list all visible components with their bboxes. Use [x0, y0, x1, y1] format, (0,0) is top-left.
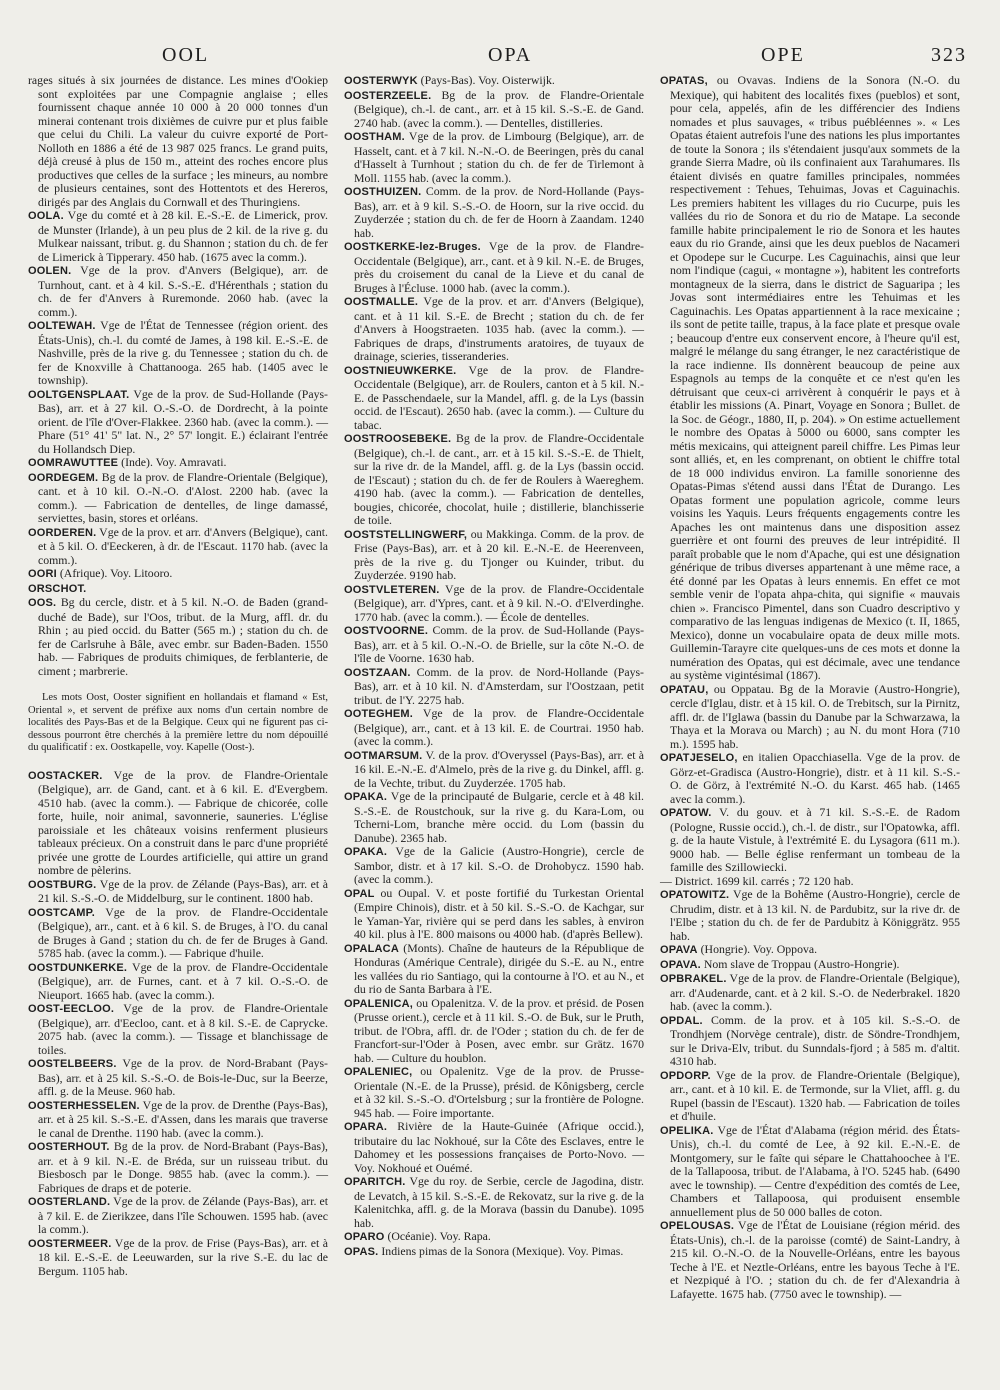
dictionary-entry — [28, 878, 328, 906]
entry-text: rages situés à six journées de distance. Les mines d'Ookiep sont exploitées par une Compagnie anglaise ; elles fournissent chaque année 10 000 à 20 000 tonnes d'un minerai contenant trois dixièmes de cuivre pur et plus faible que celui du Chili. La valeur du cuivre exporté de Port-Nolloth en 1886 a été de 13 987 025 francs. Le grand puits, déjà creusé à plus de 150 m., atteint des roches encore plus productives que celles de la surface ; les mineurs, au nombre de plusieurs centaines, sont des Hottentots et des Hereros, dirigés par des Anglais du Cornwall et des Thuringiens. — [28, 73, 328, 209]
entry-text: Vge de la prov. et arr. d'Anvers (Belgique), cant. et à 11 kil. S.-E. de Brecht ; station du ch. de fer d'Anvers à Hoogstraeten. 1035 hab. (avec la comm.). — Fabriques de draps, d'instruments aratoires, de tuyaux de drainage, scieries, tisseranderies. — [354, 294, 644, 363]
entry-text: Vge de la prov. de Flandre-Orientale (Belgique), arr., cant. et à 10 kil. E. de Termonde, sur la Vliet, affl. g. du Rupel (bassin de l'Escaut). 1320 hab. — Fabrication de toiles et d'huile. — [670, 1067, 960, 1123]
entry-text: Vge de la prov. de Flandre-Orientale (Belgique), arr. d'Eecloo, cant. et à 8 kil. S.-E. de Caprycke. 2075 hab. (avec la comm.). — Tissage et blanchissage de toiles. — [38, 1001, 328, 1057]
dictionary-entry — [660, 751, 960, 806]
entry-text: (Pays-Bas). Voy. Oisterwijk. — [420, 73, 555, 87]
entry-headword: OOLA. — [28, 210, 64, 222]
dictionary-entry — [344, 528, 644, 583]
dictionary-entry — [344, 1175, 644, 1230]
entry-text: Vge de la prov. de Flandre-Orientale (Belgique), arr. d'Audenarde, cant. et à 2 kil. S.-O. de Nederbrakel. 1820 hab. (avec la comm.). — [670, 971, 960, 1013]
entry-text: Vge de l'État d'Alabama (région mérid. des États-Unis), ch.-l. du comté de Lee, à 92 kil. E.-N.-E. de Montgomery, sur le faîte qui sépare le Chattahoochee à l'E. de la Tallapoosa, tribut. de l'Alabama, à l'O. 5245 hab. (6490 avec le township). — Centre d'expédition des comtés de Lee, Chambers et Tallapoosa, qui produisent ensemble annuellement plus de 50 000 balles de coton. — [670, 1122, 960, 1219]
dictionary-entry — [344, 240, 644, 295]
entry-text: Vge de la prov. d'Anvers (Belgique), arr. de Turnhout, cant. et à 4 kil. S.-S.-E. d'Hérenthals ; station du ch. de fer d'Anvers à Ruremonde. 2060 hab. (avec la comm.). — [38, 263, 328, 319]
entry-headword: OPATOW. — [660, 807, 712, 819]
entry-text: ou Oppatau. Bg de la Moravie (Austro-Hongrie), cercle d'Iglau, distr. et à 15 kil. O. de Trebitsch, sur la Pirnitz, affl. dr. de l'Iglawa (bassin du Danube par la Schwarzawa, la Thaya et la Morava ou March) ; au N. du mont Hora (710 m.). 1595 hab. — [670, 681, 960, 751]
entry-headword: OOLTGENSPLAAT. — [28, 388, 130, 401]
entry-text: Comm. de la prov. de Nord-Hollande (Pays-Bas), arr. et à 10 kil. N. d'Amsterdam, sur l'Oostzaan, petit tribut. de l'Y. 2275 hab. — [354, 664, 644, 707]
entry-text: Vge de la prov. de Flandre-Occidentale (Belgique), arr., cant. et à 13 kil. E. de Courtrai. 1950 hab. (avec la comm.). — [354, 706, 644, 748]
entry-text: Bg du cercle, distr. et à 5 kil. N.-O. de Baden (grand-duché de Bade), sur l'Oos, tribut. de la Murg, affl. dr. du Rhin ; au pied occid. du Batter (565 m.) ; station du ch. de fer de Carlsruhe à Bâle, avec embr. sur Baden-Baden. 1550 hab. — Fabriques de produits chimiques, de ferblanterie, de ciment ; marbrerie. — [38, 595, 329, 678]
dictionary-entry — [344, 707, 644, 749]
dictionary-entry — [28, 1099, 328, 1141]
entry-headword: OPALENIEC, — [344, 1066, 413, 1078]
dictionary-entry — [344, 1120, 644, 1175]
dictionary-entry — [660, 943, 960, 958]
entry-headword: OORI — [28, 568, 57, 580]
entry-headword: OOSTERMEER. — [28, 1237, 112, 1250]
entry-headword: OPAKA. — [344, 791, 388, 803]
entry-text: Vge de la Galicie (Austro-Hongrie), cercle de Sambor, distr. et à 17 kil. S.-O. de Drohobycz. 1590 hab. (avec la comm.). — [354, 844, 644, 886]
entry-headword: OOSTERHOUT. — [28, 1141, 110, 1153]
footnote-oost-prefix: Les mots Oost, Ooster signifient en hollandais et flamand « Est, Oriental », et servent de préfixe aux noms d'un certain nombre de localités des Pays-Bas et de la Belgique. Ceux qui ne figurent pas ci-dessous pourront être cherchés à la première lettre du nom dépouillé du qualificatif : ex. Oostkapelle, voy. Kapelle (Oost-). — [28, 692, 328, 753]
dictionary-entry — [28, 209, 328, 264]
entry-text: Vge de l'État de Tennessee (région orient. des États-Unis), ch.-l. du comté de James, à 198 kil. E.-S.-E. de Nashville, près de la rive g. du Tennessee ; station du ch. de fer de Knoxville à Chattanooga. 265 hab. (1405 avec le township). — [38, 318, 328, 387]
entry-headword: OOSTDUNKERKE. — [28, 961, 128, 974]
dictionary-entry — [344, 845, 644, 887]
entry-headword: OPELOUSAS. — [660, 1220, 735, 1232]
entry-text: (Inde). Voy. Amravati. — [121, 455, 227, 469]
dictionary-entry — [344, 666, 644, 708]
dictionary-entry — [344, 749, 644, 791]
entry-text: Vge de la prov. de Sud-Hollande (Pays-Bas), arr. et à 27 kil. O.-S.-O. de Dordrecht, à la pointe orient. de l'île d'Over-Flakkee. 2360 hab. (avec la comm.). — Phare (51° 41' 5" lat. N., 2° 57' longit. E.) éclairant l'entrée du Hollandsch Diep. — [38, 386, 328, 456]
column-2 — [344, 74, 644, 1301]
entry-headword: OOTEGHEM. — [344, 708, 414, 720]
entry-text: Vge de la prov. de Frise (Pays-Bas), arr. et à 18 kil. E.-S.-E. de Leeuwarden, sur la rive S.-E. du lac de Bergum. 1105 hab. — [38, 1235, 328, 1278]
entry-headword: OOSTHUIZEN. — [344, 186, 422, 198]
entry-text: Vge de la prov. et arr. d'Anvers (Belgique), cant. et à 5 kil. O. d'Eeckeren, à dr. de l'Escaut. 1170 hab. (avec la comm.). — [38, 524, 328, 567]
entry-headword: OPARO — [344, 1231, 385, 1243]
dictionary-entry — [28, 74, 328, 209]
entry-text: Vge de la Bohême (Austro-Hongrie), cercle de Chrudim, distr. et à 13 kil. N. de Pardubitz, sur la rive dr. de l'Elbe ; station du ch. de fer de Pardubitz à Königgrätz. 955 hab. — [670, 887, 960, 943]
column-3 — [660, 74, 960, 1301]
entry-headword: OPDORP. — [660, 1069, 711, 1082]
entry-text: (Océanie). Voy. Rapa. — [387, 1229, 491, 1243]
entry-text: Indiens pimas de la Sonora (Mexique). Voy. Pimas. — [381, 1243, 624, 1258]
entry-text: Bg de la prov. de Flandre-Orientale (Belgique), cant. et à 10 kil. O.-N.-O. d'Alost. 2200 hab. (avec la comm.). — Fabrication de dentelles, de linge damassé, serviettes, basin, stores et orléans. — [38, 469, 328, 525]
header-right-guide-word: OPE — [761, 44, 805, 66]
dictionary-entry — [344, 432, 644, 528]
dictionary-entry — [28, 596, 328, 678]
entry-text: ou Oupal. V. et poste fortifié du Turkestan Oriental (Empire Chinois), distr. et à 50 kil. S.-S.-O. de Kachgar, sur le Yaman-Yar, rivière qui se perd dans les sables, à environ 40 kil. plus à l'E. 800 maisons ou 4000 hab. (d'après Bellew). — [354, 885, 644, 941]
entry-headword: OOSTERWYK — [344, 75, 418, 87]
dictionary-entry — [28, 1002, 328, 1057]
entry-headword: OPALACA — [344, 942, 399, 955]
dictionary-entry — [660, 875, 960, 889]
entry-text: V. du gouv. et à 71 kil. S.-S.-E. de Radom (Pologne, Russie occid.), ch.-l. de distr., sur l'Opatowka, affl. g. de la haute Vistule, à l'extrémité E. du Lysagora (611 m.). 9000 hab. — Belle église renfermant un tombeau de la famille des Szillowiecki. — [670, 805, 960, 874]
entry-headword: OOSTKERKE-lez-Bruges. — [344, 241, 481, 253]
entry-headword: OOSTCAMP. — [28, 906, 95, 919]
entry-text: Vge de la prov. de Zélande (Pays-Bas), arr. et à 21 kil. S.-S.-O. de Middelburg, sur le continent. 1800 hab. — [38, 876, 328, 905]
entry-headword: OOSTELBEERS. — [28, 1058, 117, 1070]
entry-text: ou Ovavas. Indiens de la Sonora (N.-O. du Mexique), qui habitent des localités fixes (pueblos) et sont, pour cela, appelés, afin de les différencier des Indiens nomades et plus sauvages, « tribus puébléennes ». « Les Opatas étaient autrefois l'une des nations les plus importantes de toute la Sonora ; ils s'étendaient jusqu'aux sommets de la grande Sierra Madre, où ils confinaient aux Tarahumares. Ils étaient divisés en quatre familles principales, nommées respectivement : Tehues, Tehuimas, Jovas et Caguinachis. Les premiers habitent les villages du rio Cucurpe, puis les vallées du rio de Sonora et du rio de Matape. La seconde famille habite principalement le rio de Sonora et les hautes eaux du rio Grande, ainsi que les deux pueblos de Nacameri et Opodepe sur le Cucurpe. Les Caguinachis, ainsi que leur nom l'indique (cagui, « montagne »), habitent les contreforts montagneux de la sierra, dans le district de Saguaripa ; les Jovas sont intermédiaires entre les Tehuimas et les Caguinachis. Les Opatas appartiennent à la race mexicaine ; ils sont de petite taille, trapus, à la face plate et presque ovale ; beaucoup d'entre eux conservent encore, à l'heure qu'il est, malgré le mélange du sang étranger, le nez caractéristique de la race indienne. Ils donnèrent beaucoup de peine aux Espagnols au temps de la conquête et ce n'est qu'en les détruisant que ceux-ci arrivèrent à conquérir le pays et à établir les missions (A. Pinart, Voyage en Sonora ; Bullet. de la Soc. de Géogr., 1880, II, p. 204). » On estime actuellement le nombre des Opatas à 5000 ou 6000, sans compter les métis mexicains, qui atteignent pareil chiffre. Les Pimas leur sont alliés, et, en les comprenant, on obtient le chiffre total de 18 000 individus environ. La famille sonorienne des Opatas-Pimas s'étend aussi dans l'État de Durango. Les Opatas forment une population agricole, comme leurs voisins les Yaquis. Leurs fréquents engagements contre les Apaches les ont maintenus dans une disposition assez guerrière et ont fourni des preuves de leur intrépidité. Il paraît probable que le nom d'Apache, qui est une désignation générique de tribus diverses appartenant à une même race, a été donné par les Opatas à leurs ennemis. En effet ce mot semble venir de l'opata ahpa-chita, qui signifie « mauvais chien ». Francisco Pimentel, dans son Cuadro descriptivo y comparativo de las lenguas indigenas de Mexico (t. II, 1865, Mexico), donne un vocabulaire opata de deux mille mots. Guillemin-Tarayre cite quelques-uns de ces mots et donne la numération des Opatas, qui est décimale, avec une tendance au système vigintésimal (1867). — [670, 73, 960, 682]
entry-headword: OOST-EECLOO. — [28, 1003, 115, 1015]
entry-headword: OOSTROOSEBEKE. — [344, 433, 452, 445]
entry-headword: OORDEGEM. — [28, 471, 99, 484]
entry-headword: OOSTERLAND. — [28, 1196, 111, 1208]
dictionary-entry — [660, 683, 960, 752]
dictionary-entry — [344, 624, 644, 666]
entry-text: Nom slave de Troppau (Austro-Hongrie). — [703, 956, 900, 971]
entry-text: en italien Opacchiasella. Vge de la prov. de Görz-et-Gradisca (Austro-Hongrie), distr. et à 11 kil. S.-S.-O. de Görz, à l'extrémité N.-O. du Karst. 465 hab. (1465 avec la comm.). — [670, 750, 960, 806]
entry-headword: OOMRAWUTTEE — [28, 457, 119, 469]
entry-text: ou Opalenitz. Vge de la prov. de Prusse-Orientale (N.-E. de la Prusse), présid. de Kônigsberg, cercle et à 32 kil. S.-S.-O. d'Ortelsburg ; sur la frontière de Pologne. 945 hab. — Foire importante. — [354, 1064, 644, 1120]
dictionary-entry — [344, 790, 644, 845]
entry-headword: OOSTHAM. — [344, 131, 405, 143]
entry-text: Vge de la prov. de Flandre-Occidentale (Belgique), arr. de Roulers, canton et à 5 kil. N.-E. de Passchendaele, sur la Mandel, affl. g. de la Lys (bassin occid. de l'Escaut). 2650 hab. (avec la comm.). — Culture du tabac. — [354, 362, 644, 432]
entry-text: ou Opalenitza. V. de la prov. et présid. de Posen (Prusse orient.), cercle et à 11 kil. S.-O. de Buk, sur le Pruth, tribut. de l'Obra, affl. dr. de l'Oder ; station du ch. de fer de Francfort-sur-l'Oder à Posen, avec embr. sur Grätz. 1670 hab. — Culture du houblon. — [354, 995, 644, 1065]
text-columns — [28, 74, 972, 1301]
entry-headword: OOSTERZEELE. — [344, 89, 432, 102]
entry-text: V. de la prov. d'Overyssel (Pays-Bas), arr. et à 16 kil. E.-N.-E. d'Almelo, près de la rive g. du Dinkel, affl. g. de la Vechte, tribut. du Zuyderzée. 1705 hab. — [354, 747, 644, 790]
entry-headword: OPAS. — [344, 1245, 379, 1258]
dictionary-entry — [660, 888, 960, 943]
entry-text: Comm. de la prov. et à 105 kil. S.-S.-O. de Trondhjem (Norvège centrale), distr. de Söndre-Trondhjem, sur le Driva-Elv, tribut. du Sunndals-fjord ; à 585 m. d'altit. 4310 hab. — [670, 1012, 960, 1068]
entry-text: Bg de la prov. de Flandre-Occidentale (Belgique), ch.-l. de cant., arr. et à 15 kil. S.-S.-E. de Thielt, sur la rive dr. de la Mandel, affl. g. de la Lys (bassin occid. de l'Escaut) ; station du ch. de fer de Roulers à Waereghem. 4190 hab. (avec la comm.). — Fabrication de dentelles, bougies, chicorée, chocolat, huile ; distillerie, blanchisserie de toile. — [354, 431, 644, 527]
dictionary-entry — [28, 906, 328, 961]
dictionary-entry — [28, 319, 328, 388]
entry-headword: OPARA. — [344, 1121, 388, 1133]
dictionary-entry — [660, 1069, 960, 1124]
entry-headword: OPBRAKEL. — [660, 973, 727, 985]
dictionary-entry — [28, 582, 328, 597]
entry-text: Vge de la principauté de Bulgarie, cercle et à 48 kil. S.-S.-E. de Roustchouk, sur la rive g. du Kara-Lom, ou Tcherni-Lom, branche mère occid. du Lom (bassin du Danube). 2365 hab. — [354, 789, 644, 845]
dictionary-entry — [344, 89, 644, 131]
dictionary-entry — [660, 806, 960, 875]
dictionary-entry — [28, 526, 328, 568]
entry-text: Vge de l'État de Louisiane (région mérid. des États-Unis), ch.-l. de la paroisse (comté) de Saint-Landry, à 215 kil. O.-N.-O. de la Nouvelle-Orléans, entre les bayous Teche à l'E. et Neztle-Orléans, entre les bayous Teche à l'E. et Nezpiqué à l'O. ; station du ch. de fer d'Alexandria à Lafayette. 1675 hab. (7750 avec le township). — — [670, 1218, 960, 1301]
entry-text: Vge de la prov. de Flandre-Occidentale (Belgique), arr. de Furnes, cant. et à 7 kil. O.-S.-O. de Nieuport. 1665 hab. (avec la comm.). — [38, 959, 328, 1002]
entry-text: Vge de la prov. de Flandre-Occidentale (Belgique), arr., cant. et à 9 kil. N.-E. de Bruges, près du croisement du canal de la Lieve et du canal de Bruges à l'Écluse. 1000 hab. (avec la comm.). — [354, 239, 644, 295]
entry-headword: OOLTEWAH. — [28, 320, 96, 332]
entry-text: Bg de la prov. de Flandre-Orientale (Belgique), ch.-l. de cant., arr. et à 15 kil. S.-S.-E. de Gand. 2740 hab. (avec la comm.). — Dentelles, distilleries. — [354, 87, 644, 130]
entry-headword: OOSTZAAN. — [344, 666, 411, 679]
column-1 — [28, 74, 328, 1301]
dictionary-entry — [344, 942, 644, 997]
entry-headword: OOSTACKER. — [28, 769, 103, 782]
dictionary-entry — [344, 130, 644, 185]
dictionary-entry — [28, 769, 328, 878]
entry-headword: OOSTBURG. — [28, 878, 97, 891]
entry-headword: OPAKA. — [344, 846, 388, 858]
entry-text: (Monts). Chaîne de hauteurs de la République de Honduras (Amérique Centrale), dirigée du S.-E. au N., entre les vallées du rio Santiago, qui la contourne à l'O. et au N., et du rio de Santa Barbara à l'E. — [354, 940, 644, 996]
entry-headword: OPAL — [344, 887, 375, 900]
dictionary-entry — [28, 456, 328, 471]
dictionary-entry — [660, 1014, 960, 1069]
entry-headword: OOSTMALLE. — [344, 296, 419, 308]
dictionary-entry — [344, 1065, 644, 1120]
entry-text: Comm. de la prov. de Sud-Hollande (Pays-Bas), arr. et à 5 kil. O.-N.-O. de Brielle, sur la côte N.-O. de l'île de Voorne. 1630 hab. — [354, 623, 644, 665]
entry-text: ou Makkinga. Comm. de la prov. de Frise (Pays-Bas), arr. et à 20 kil. E.-N.-E. de Heerenveen, près de la rive g. du Tjonger ou Kuinder, tribut. du Zuyderzée. 9190 hab. — [354, 526, 644, 582]
dictionary-entry — [28, 388, 328, 457]
entry-headword: OOSTVLETEREN. — [344, 583, 440, 596]
entry-headword: OORDEREN. — [28, 526, 97, 539]
entry-headword: OPATOWITZ. — [660, 889, 730, 901]
dictionary-entry — [344, 185, 644, 240]
dictionary-entry — [28, 1195, 328, 1237]
dictionary-entry — [344, 1230, 644, 1245]
dictionary-entry — [660, 1219, 960, 1301]
dictionary-entry — [660, 958, 960, 973]
dictionary-entry — [28, 471, 328, 526]
entry-headword: OOSTNIEUWKERKE. — [344, 364, 457, 377]
dictionary-entry — [344, 997, 644, 1066]
entry-headword: OPAVA — [660, 944, 698, 956]
dictionary-entry — [28, 567, 328, 582]
entry-headword: OPARITCH. — [344, 1176, 406, 1188]
entry-headword: OPATJESELO, — [660, 752, 738, 764]
dictionary-entry — [28, 1140, 328, 1195]
entry-headword: OPATAU, — [660, 683, 709, 696]
dictionary-entry — [28, 264, 328, 319]
page-number: 323 — [931, 44, 967, 66]
entry-text: Vge de la prov. de Limbourg (Belgique), arr. de Hasselt, cant. et à 7 kil. N.-N.-O. de Beeringen, près du canal d'Hasselt à Turnhout ; station du ch. de fer de Tirlemont à Moll. 1155 hab. (avec la comm.). — [354, 129, 644, 185]
entry-text: (Hongrie). Voy. Oppova. — [700, 942, 818, 956]
dictionary-entry — [344, 1245, 644, 1260]
entry-text: — District. 1699 kil. carrés ; 72 120 hab. — [660, 873, 854, 888]
entry-headword: OPAVA. — [660, 958, 701, 971]
entry-headword: OOSTVOORNE. — [344, 625, 429, 637]
entry-headword: OOTMARSUM. — [344, 749, 423, 762]
entry-headword: ORSCHOT. — [28, 582, 87, 595]
entry-headword: OOLEN. — [28, 265, 72, 277]
dictionary-entry — [660, 74, 960, 683]
entry-text: Vge du roy. de Serbie, cercle de Jagodina, distr. de Levatch, à 15 kil. S.-S.-E. de Rekovatz, sur la rive g. de la Kalenitchka, affl. g. de la Morava (bassin du Danube). 1095 hab. — [354, 1174, 644, 1230]
entry-headword: OPELIKA. — [660, 1124, 714, 1137]
dictionary-entry — [28, 1057, 328, 1099]
dictionary-entry — [344, 74, 644, 89]
dictionary-entry — [344, 583, 644, 625]
entry-text: Rivière de la Haute-Guinée (Afrique occid.), tributaire du lac Nokhoué, sur la Côte des Esclaves, entre le Dahomey et les possessions françaises de Porto-Novo. — Voy. Nokhoué et Ouémé. — [354, 1119, 644, 1175]
dictionary-entry — [660, 972, 960, 1014]
dictionary-entry — [28, 1237, 328, 1279]
entry-text: Bg de la prov. de Nord-Brabant (Pays-Bas), arr. et à 9 kil. N.-E. de Bréda, sur un ruisseau tribut. du Biesbosch par le Donge. 9855 hab. (avec la comm.). — Fabriques de draps et de poterie. — [38, 1139, 328, 1195]
entry-text: Vge de la prov. de Flandre-Occidentale (Belgique), arr., cant. et à 6 kil. S. de Bruges, à l'O. du canal de Bruges à Gand ; station du ch. de fer de Bruges à Gand. 5785 hab. (avec la comm.). — Fabrique d'huile. — [38, 904, 328, 960]
entry-text: (Afrique). Voy. Litooro. — [59, 566, 173, 580]
entry-text: Vge de la prov. de Drenthe (Pays-Bas), arr. et à 25 kil. S.-S.-E. d'Assen, dans les marais que traverse le canal de Drenthe. 1190 hab. (avec la comm.). — [38, 1097, 328, 1140]
header-center-guide-word: OPA — [488, 44, 533, 66]
entry-text: Vge de la prov. de Flandre-Occidentale (Belgique), arr. d'Ypres, cant. et à 9 kil. N.-O. d'Elverdinghe. 1770 hab. (avec la comm.). — École de dentelles. — [354, 581, 644, 624]
entry-headword: OOSTSTELLINGWERF, — [344, 528, 468, 541]
dictionary-entry — [344, 887, 644, 942]
header-left-guide-word: OOL — [162, 44, 210, 66]
entry-text: Vge de la prov. de Nord-Brabant (Pays-Bas), arr. et à 25 kil. S.-S.-O. de Bois-le-Duc, sur la Beerze, affl. g. de la Meuse. 960 hab. — [38, 1056, 328, 1098]
dictionary-entry — [344, 295, 644, 364]
dictionary-entry — [28, 961, 328, 1003]
dictionary-entry — [344, 364, 644, 433]
entry-headword: OOSTERHESSELEN. — [28, 1099, 140, 1112]
entry-headword: OOS. — [28, 597, 57, 609]
dictionary-entry — [660, 1124, 960, 1220]
entry-text: Vge de la prov. de Zélande (Pays-Bas), arr. et à 7 kil. E. de Zierikzee, dans l'île Schouwen. 1595 hab. (avec la comm.). — [38, 1194, 328, 1236]
entry-headword: OPATAS, — [660, 75, 708, 87]
entry-text: Comm. de la prov. de Nord-Hollande (Pays-Bas), arr. et à 9 kil. S.-S.-O. de Hoorn, sur la rive occid. du Zuyderzée ; station du ch. de fer de Hoorn à Zaandam. 1240 hab. — [354, 184, 644, 240]
entry-headword: OPDAL. — [660, 1014, 703, 1027]
entry-text: Vge du comté et à 28 kil. E.-S.-E. de Limerick, prov. de Munster (Irlande), à un peu plus de 2 kil. de la rive g. du Mulkear naissant, tribut. g. du Shannon ; station du ch. de fer de Limerick à Tipperary. 450 hab. (1675 avec la comm.). — [38, 208, 328, 264]
entry-headword: OPALENICA, — [344, 997, 414, 1010]
running-header — [28, 34, 972, 74]
entry-text: Vge de la prov. de Flandre-Orientale (Belgique), arr. de Gand, cant. et à 6 kil. E. d'Evergbem. 4510 hab. (avec la comm.). — Fabrique de chicorée, colle forte, huile, noir animal, savonnerie, sauneries. L'église paroissiale et les châteaux voisins renferment plusieurs tableaux précieux. On a construit dans le parc d'une propriété privée une grotte de Lourdes artificielle, qui attire un grand nombre de pèlerins. — [38, 767, 328, 877]
